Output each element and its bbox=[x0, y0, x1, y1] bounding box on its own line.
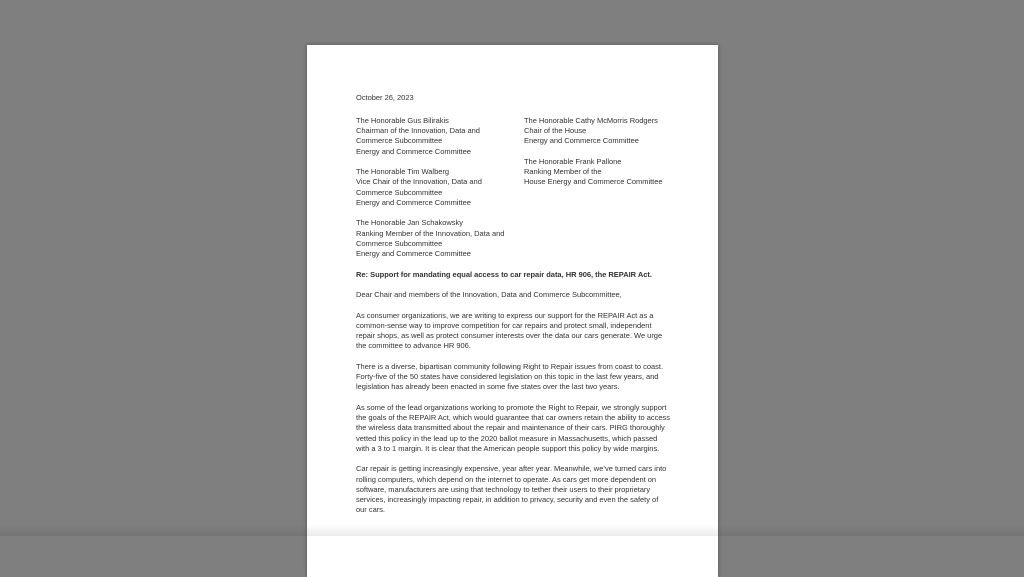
recipient-line: Ranking Member of the bbox=[524, 167, 602, 176]
recipients-right-column bbox=[524, 116, 670, 270]
recipient-line: Commerce Subcommittee bbox=[356, 187, 443, 197]
subject-line: Re: Support for mandating equal access to car repair data, HR 906, the REPAIR Act. bbox=[356, 269, 652, 279]
body-paragraph-2: There is a diverse, bipartisan community following Right to Repair issues from coast to coast. Forty-five of the 50 states have considered legislation on this topic in the last few years, and legislation has already been enacted in some five states over the last two years. bbox=[356, 361, 664, 392]
recipient-block-frank-pallone bbox=[524, 157, 670, 188]
recipient-line: Energy and Commerce Committee bbox=[356, 249, 471, 258]
recipient-line: The Honorable Jan Schakowsky bbox=[356, 218, 463, 228]
letter-date: October 26, 2023 bbox=[356, 93, 414, 102]
recipient-line: Commerce Subcommittee bbox=[356, 238, 443, 248]
recipient-line: Chairman of the Innovation, Data and bbox=[356, 126, 480, 135]
recipient-line: Energy and Commerce Committee bbox=[356, 197, 471, 207]
recipient-line: Ranking Member of the Innovation, Data and bbox=[356, 228, 505, 238]
recipient-line: The Honorable Gus Bilirakis bbox=[356, 115, 449, 125]
letter-page bbox=[307, 45, 718, 577]
recipient-line: House Energy and Commerce Committee bbox=[524, 177, 663, 187]
recipient-line: Energy and Commerce Committee bbox=[356, 146, 471, 156]
body-paragraph-3: As some of the lead organizations working to promote the Right to Repair, we strongly support the goals of the REPAIR Act, which would guarantee that car owners retain the ability to access the wireless data transmitted about the repair and maintenance of their cars. PIRG thoroughly vetted this policy in the lead up to the 2020 ballot measure in Massachusetts, which passed with a 3 to 1 margin. It is clear that the American people support this policy by wide margins. bbox=[356, 402, 670, 453]
body-paragraph-1: As consumer organizations, we are writing to express our support for the REPAIR Act as a common-sense way to improve competition for car repairs and protect small, independent repair shops, as well as protect consumer interests over the data our cars generate. We urge the committee to advance HR 906. bbox=[356, 310, 663, 351]
recipient-block-cathy-mcmorris-rodgers bbox=[524, 116, 670, 147]
salutation: Dear Chair and members of the Innovation, Data and Commerce Subcommittee, bbox=[356, 290, 622, 299]
recipient-line: Chair of the House bbox=[524, 126, 587, 135]
recipients-left-column bbox=[356, 116, 524, 270]
recipient-line: The Honorable Frank Pallone bbox=[524, 156, 622, 166]
recipient-block-gus-bilirakis bbox=[356, 116, 524, 157]
recipients-section bbox=[356, 116, 670, 270]
recipient-block-jan-schakowsky bbox=[356, 218, 524, 259]
recipient-line: Vice Chair of the Innovation, Data and bbox=[356, 177, 482, 187]
body-paragraph-4: Car repair is getting increasingly expensive, year after year. Meanwhile, we’ve turned cars into rolling computers, which depend on the internet to operate. As cars get more dependent on software, manufacturers are using that technology to tether their users to their proprietary services, increasingly impacting repair, in addition to privacy, security and even the safety of our cars. bbox=[356, 464, 667, 515]
recipient-block-tim-walberg bbox=[356, 167, 524, 208]
recipient-line: Commerce Subcommittee bbox=[356, 136, 443, 146]
recipient-line: The Honorable Tim Walberg bbox=[356, 167, 450, 176]
recipient-line: The Honorable Cathy McMorris Rodgers bbox=[524, 115, 658, 125]
recipient-line: Energy and Commerce Committee bbox=[524, 136, 639, 146]
